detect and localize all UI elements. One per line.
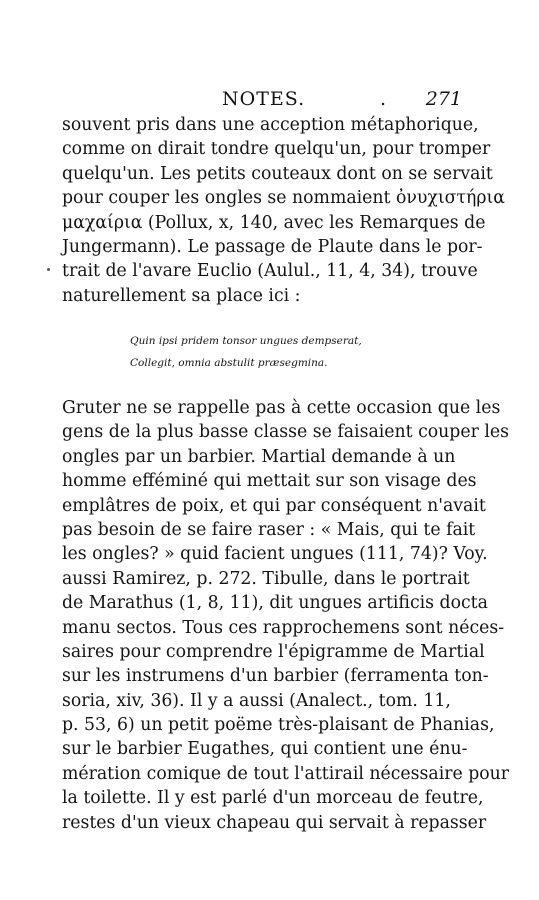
text-line: soria, xiv, 36). Il y a aussi (Analect., tom. 11,	[62, 690, 451, 711]
text-line: p. 53, 6) un petit poëme très-plaisant de Phanias,	[62, 715, 495, 736]
paragraph-1	[62, 113, 505, 308]
text-line: quelqu'un. Les petits couteaux dont on se servait	[62, 163, 493, 184]
text-line: sur le barbier Eugathes, qui contient une énu-	[62, 739, 468, 760]
text-line: Gruter ne se rappelle pas à cette occasion que les	[62, 398, 501, 418]
header-title: NOTES.	[222, 88, 306, 110]
text-line: naturellement sa place ici :	[62, 285, 301, 306]
text-line: restes d'un vieux chapeau qui servait à repasser	[62, 812, 487, 833]
text-line: pour couper les ongles se nommaient ὀνυχιστήρια	[62, 188, 505, 209]
ink-speck	[47, 268, 50, 271]
text-line: sur les instrumens d'un barbier (ferramenta ton-	[62, 666, 489, 687]
quotation-line: Quin ipsi pridem tonsor ungues dempserat,	[130, 335, 362, 347]
text-line: la toilette. Il y est parlé d'un morceau de feutre,	[62, 788, 484, 809]
text-line: les ongles? » quid facient ungues (111, 74)? Voy.	[62, 544, 488, 565]
text-line: gens de la plus basse classe se faisaient couper les	[62, 422, 509, 443]
text-line: aussi Ramirez, p. 272. Tibulle, dans le portrait	[62, 568, 470, 589]
text-line: souvent pris dans une acception métaphorique,	[62, 115, 479, 135]
header-dot: .	[380, 88, 387, 110]
text-line: μαχαίρια (Pollux, x, 140, avec les Remarques de	[62, 212, 486, 233]
running-header	[62, 88, 462, 112]
paragraph-2	[62, 396, 510, 835]
text-line: ongles par un barbier. Martial demande à un	[62, 446, 456, 467]
text-line: pas besoin de se faire raser : « Mais, qui te fait	[62, 519, 476, 540]
text-line: Jungermann). Le passage de Plaute dans le por-	[62, 236, 483, 257]
quotation-line: Collegit, omnia abstulit præsegmina.	[130, 357, 328, 369]
text-line: homme efféminé qui mettait sur son visage des	[62, 471, 477, 492]
text-line: comme on dirait tondre quelqu'un, pour tromper	[62, 139, 491, 160]
page-number: 271	[425, 88, 462, 110]
text-line: manu sectos. Tous ces rapprochemens sont néces-	[62, 617, 505, 638]
text-line: de Marathus (1, 8, 11), dit ungues artificis docta	[62, 593, 488, 614]
text-line: emplâtres de poix, et qui par conséquent n'avait	[62, 495, 486, 516]
text-line: mération comique de tout l'attirail nécessaire pour	[62, 763, 510, 784]
latin-quotation	[130, 330, 440, 374]
text-line: saires pour comprendre l'épigramme de Martial	[62, 641, 485, 662]
text-line: trait de l'avare Euclio (Aulul., 11, 4, 34), trouve	[62, 261, 478, 282]
